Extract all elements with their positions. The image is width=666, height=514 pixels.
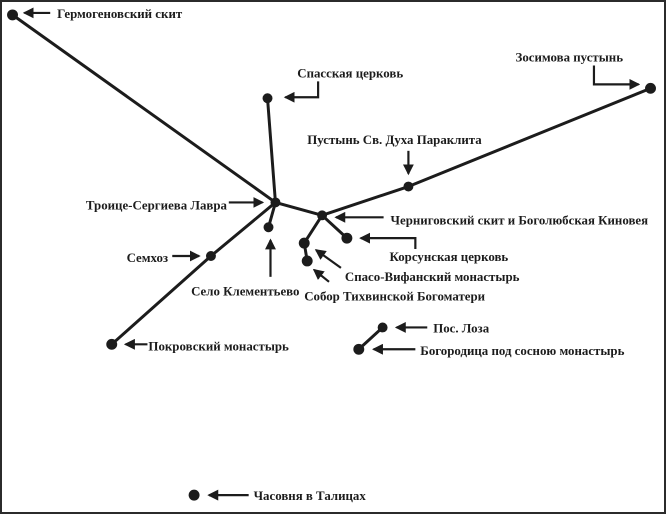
node-dot-troitse-sergieva-lavra: [270, 197, 280, 207]
node-dot-pokrovsky-monastyr: [106, 339, 117, 350]
node-dot-germogenovsky-skit: [7, 9, 18, 20]
node-label-germogenovsky-skit: Гермогеновский скит: [57, 6, 183, 21]
node-dot-pustyn-sv-dukha-paraklita: [403, 182, 413, 192]
node-label-korsunskaya-tserkov: Корсунская церковь: [389, 249, 509, 264]
pointer-arrow-spaso-vifansky-monastyr: [316, 250, 341, 268]
node-dot-pos-loza: [378, 322, 388, 332]
node-dot-zosimova-pustyn: [645, 83, 656, 94]
edge-chernigovsky-skit--pustyn-sv-dukha-paraklita: [322, 187, 408, 216]
node-dot-semkhoz: [206, 251, 216, 261]
node-label-spasskaya-tserkov: Спасская церковь: [297, 66, 404, 81]
edge-germogenovsky-skit--troitse-sergieva-lavra: [13, 15, 276, 203]
node-label-pokrovsky-monastyr: Покровский монастырь: [148, 339, 289, 354]
pointer-arrow-spasskaya-tserkov: [285, 81, 318, 97]
node-label-chernigovsky-skit: Черниговский скит и Боголюбская Киновея: [390, 213, 649, 228]
node-dot-selo-klementyevo: [264, 222, 274, 232]
node-label-sobor-tikhvinskoy-bogomateri: Собор Тихвинской Богоматери: [304, 289, 486, 304]
node-label-pustyn-sv-dukha-paraklita: Пустынь Св. Духа Параклита: [307, 132, 482, 147]
node-label-selo-klementyevo: Село Клементьево: [191, 284, 300, 299]
node-label-bogoroditsa-pod-sosnoyu-monastyr: Богородица под сосною монастырь: [420, 344, 625, 359]
node-label-zosimova-pustyn: Зосимова пустынь: [515, 50, 624, 65]
legend-label: Часовня в Талицах: [253, 489, 366, 504]
node-dot-sobor-tikhvinskoy-bogomateri: [302, 256, 313, 267]
node-dot-spaso-vifansky-monastyr: [299, 238, 310, 249]
diagram-svg: [2, 2, 664, 512]
node-label-pos-loza: Пос. Лоза: [433, 321, 490, 336]
edge-troitse-sergieva-lavra--chernigovsky-skit: [275, 202, 322, 215]
node-label-troitse-sergieva-lavra: Троице-Сергиева Лавра: [85, 198, 227, 213]
pointer-arrow-korsunskaya-tserkov: [361, 238, 416, 249]
node-dot-bogoroditsa-pod-sosnoyu-monastyr: [353, 344, 364, 355]
node-label-semkhoz: Семхоз: [126, 250, 169, 265]
node-dot-korsunskaya-tserkov: [341, 233, 352, 244]
node-dot-spasskaya-tserkov: [263, 93, 273, 103]
labels-layer: [57, 7, 648, 358]
edge-pokrovsky-monastyr--semkhoz: [112, 256, 211, 344]
node-label-spaso-vifansky-monastyr: Спасо-Вифанский монастырь: [344, 269, 520, 284]
pointer-arrow-zosimova-pustyn: [594, 66, 639, 85]
legend-dot: [189, 490, 200, 501]
legend-group: [189, 489, 367, 503]
pointer-arrow-sobor-tikhvinskoy-bogomateri: [314, 270, 329, 282]
node-dot-chernigovsky-skit: [317, 210, 327, 220]
edge-spasskaya-tserkov--troitse-sergieva-lavra: [268, 98, 276, 202]
